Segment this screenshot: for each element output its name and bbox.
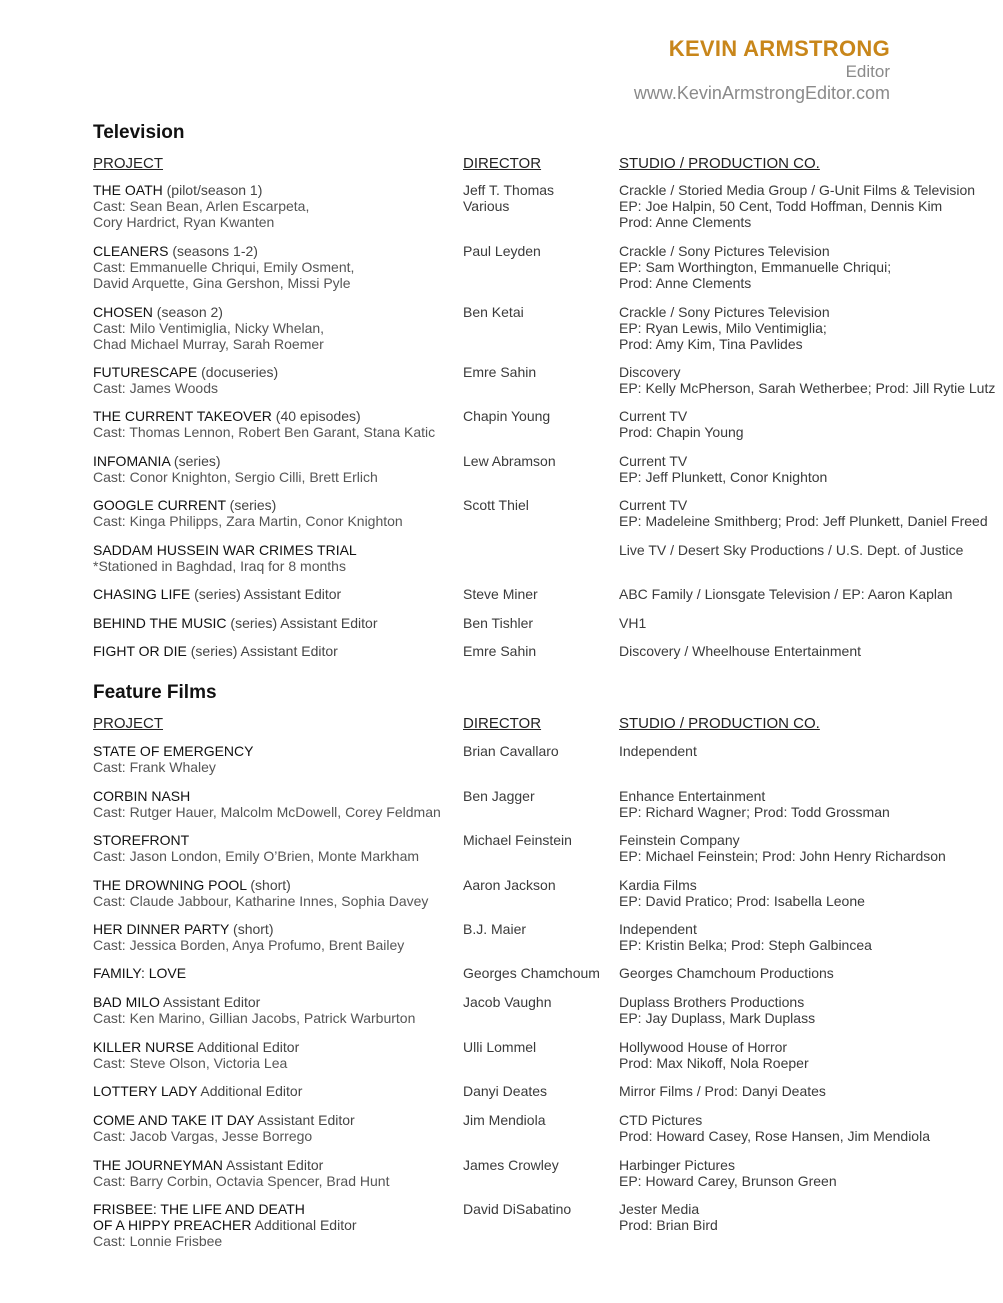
- project-note: Assistant Editor: [222, 1157, 324, 1173]
- cast-line: Cast: Sean Bean, Arlen Escarpeta,: [93, 198, 310, 214]
- studio-cell: [619, 364, 1003, 396]
- editor-name: KEVIN ARMSTRONG: [668, 36, 890, 61]
- project-title: CLEANERS: [93, 243, 169, 259]
- studio-line: EP: Jay Duplass, Mark Duplass: [619, 1010, 816, 1026]
- studio-line: Crackle / Sony Pictures Television: [619, 304, 830, 320]
- project-title: STATE OF EMERGENCY: [93, 743, 254, 759]
- project-cell: [93, 542, 453, 574]
- editor-website[interactable]: www.KevinArmstrongEditor.com: [633, 83, 890, 103]
- project-note: (40 episodes): [271, 408, 361, 424]
- director-cell: [463, 994, 613, 1010]
- project-title-line: [93, 643, 453, 659]
- director-cell: [463, 304, 613, 320]
- studio-cell: [619, 877, 1003, 909]
- project-title-line: [93, 1083, 453, 1099]
- studio-cell: [619, 1083, 1003, 1099]
- project-title: THE OATH: [93, 182, 163, 198]
- project-note: (season 2): [152, 304, 223, 320]
- studio-cell: [619, 965, 1003, 981]
- tv-project-column-header: PROJECT: [93, 155, 164, 172]
- studio-line: Current TV: [619, 453, 688, 469]
- studio-line: Independent: [619, 743, 697, 759]
- studio-line: EP: Kelly McPherson, Sarah Wetherbee; Prod: Jill Rytie Lutz: [619, 380, 996, 396]
- studio-line: Prod: Brian Bird: [619, 1217, 718, 1233]
- studio-line: EP: Sam Worthington, Emmanuelle Chriqui;: [619, 259, 892, 275]
- studio-cell: [619, 615, 1003, 631]
- project-note: Additional Editor: [197, 1083, 303, 1099]
- studio-cell: [619, 304, 1003, 352]
- project-cell: [93, 994, 453, 1026]
- project-title: LOTTERY LADY: [93, 1083, 198, 1099]
- studio-cell: [619, 1157, 1003, 1189]
- project-title-line: [93, 1217, 453, 1233]
- director-name: Various: [463, 198, 510, 214]
- project-title: SADDAM HUSSEIN WAR CRIMES TRIAL: [93, 542, 357, 558]
- film-project-column-header: PROJECT: [93, 715, 164, 732]
- project-cell: [93, 586, 453, 602]
- studio-line: Enhance Entertainment: [619, 788, 766, 804]
- project-title: THE JOURNEYMAN: [93, 1157, 223, 1173]
- studio-cell: [619, 1112, 1003, 1144]
- studio-line: Crackle / Sony Pictures Television: [619, 243, 830, 259]
- director-cell: [463, 1112, 613, 1128]
- resume-header: [634, 36, 890, 104]
- cast-line: Cast: Barry Corbin, Octavia Spencer, Brad Hunt: [93, 1173, 390, 1189]
- tv-director-column-header: DIRECTOR: [463, 155, 542, 172]
- project-title: KILLER NURSE: [93, 1039, 195, 1055]
- studio-line: Prod: Anne Clements: [619, 214, 752, 230]
- director-cell: [463, 453, 613, 469]
- studio-line: EP: Howard Carey, Brunson Green: [619, 1173, 837, 1189]
- director-name: Jeff T. Thomas: [463, 182, 555, 198]
- studio-line: Independent: [619, 921, 697, 937]
- project-title: FUTURESCAPE: [93, 364, 198, 380]
- studio-line: Crackle / Storied Media Group / G-Unit Films & Television: [619, 182, 976, 198]
- studio-line: EP: Ryan Lewis, Milo Ventimiglia;: [619, 320, 827, 336]
- project-cell: [93, 615, 453, 631]
- project-cell: [93, 788, 453, 820]
- director-name: Ben Ketai: [463, 304, 524, 320]
- project-cell: [93, 877, 453, 909]
- studio-cell: [619, 643, 1003, 659]
- project-cell: [93, 1083, 453, 1099]
- cast-line: Cast: Steve Olson, Victoria Lea: [93, 1055, 288, 1071]
- cast-line: Cast: Jason London, Emily O’Brien, Monte Markham: [93, 848, 420, 864]
- director-cell: [463, 832, 613, 848]
- project-cell: [93, 364, 453, 396]
- project-title: INFOMANIA: [93, 453, 171, 469]
- cast-line: Cast: Claude Jabbour, Katharine Innes, Sophia Davey: [93, 893, 429, 909]
- editor-role: Editor: [845, 62, 890, 81]
- studio-cell: [619, 408, 1003, 440]
- director-name: Danyi Deates: [463, 1083, 548, 1099]
- director-cell: [463, 586, 613, 602]
- studio-line: Prod: Anne Clements: [619, 275, 752, 291]
- director-cell: [463, 615, 613, 631]
- studio-line: EP: David Pratico; Prod: Isabella Leone: [619, 893, 865, 909]
- studio-cell: [619, 832, 1003, 864]
- director-cell: [463, 182, 613, 214]
- project-note: Additional Editor: [251, 1217, 357, 1233]
- project-title-line: [93, 182, 453, 198]
- director-name: Michael Feinstein: [463, 832, 572, 848]
- project-note: (seasons 1-2): [168, 243, 258, 259]
- director-name: Steve Miner: [463, 586, 538, 602]
- studio-cell: [619, 743, 1003, 759]
- studio-cell: [619, 1039, 1003, 1071]
- studio-line: CTD Pictures: [619, 1112, 703, 1128]
- director-cell: [463, 965, 613, 981]
- project-cell: [93, 643, 453, 659]
- director-name: Chapin Young: [463, 408, 551, 424]
- studio-cell: [619, 921, 1003, 953]
- project-title-line: [93, 497, 453, 513]
- director-cell: [463, 1039, 613, 1055]
- studio-line: EP: Richard Wagner; Prod: Todd Grossman: [619, 804, 890, 820]
- project-cell: [93, 243, 453, 291]
- feature-films-heading: Feature Films: [93, 682, 217, 703]
- project-title-line: [93, 304, 453, 320]
- project-cell: [93, 832, 453, 864]
- cast-line: Chad Michael Murray, Sarah Roemer: [93, 336, 324, 352]
- project-title: CHOSEN: [93, 304, 153, 320]
- project-title-continued: OF A HIPPY PREACHER: [93, 1217, 252, 1233]
- project-note: Additional Editor: [194, 1039, 300, 1055]
- cast-line: Cory Hardrict, Ryan Kwanten: [93, 214, 275, 230]
- studio-cell: [619, 453, 1003, 485]
- studio-cell: [619, 788, 1003, 820]
- project-title: THE DROWNING POOL: [93, 877, 247, 893]
- director-cell: [463, 921, 613, 937]
- project-title: FRISBEE: THE LIFE AND DEATH: [93, 1201, 305, 1217]
- cast-line: Cast: Lonnie Frisbee: [93, 1233, 223, 1249]
- studio-line: Prod: Amy Kim, Tina Pavlides: [619, 336, 803, 352]
- project-cell: [93, 1039, 453, 1071]
- project-cell: [93, 1201, 453, 1249]
- director-name: Jacob Vaughn: [463, 994, 552, 1010]
- studio-line: Duplass Brothers Productions: [619, 994, 805, 1010]
- project-note: (series): [170, 453, 221, 469]
- project-cell: [93, 921, 453, 953]
- director-cell: [463, 877, 613, 893]
- cast-line: Cast: Thomas Lennon, Robert Ben Garant, Stana Katic: [93, 424, 436, 440]
- director-cell: [463, 1157, 613, 1173]
- studio-line: EP: Joe Halpin, 50 Cent, Todd Hoffman, Dennis Kim: [619, 198, 943, 214]
- project-title-line: [93, 453, 453, 469]
- project-title: HER DINNER PARTY: [93, 921, 230, 937]
- director-cell: [463, 364, 613, 380]
- director-name: Brian Cavallaro: [463, 743, 559, 759]
- project-title: GOOGLE CURRENT: [93, 497, 226, 513]
- cast-line: Cast: Ken Marino, Gillian Jacobs, Patrick Warburton: [93, 1010, 416, 1026]
- project-title-line: [93, 542, 453, 558]
- film-director-column-header: DIRECTOR: [463, 715, 542, 732]
- project-title: CORBIN NASH: [93, 788, 191, 804]
- director-name: Lew Abramson: [463, 453, 556, 469]
- project-title-line: [93, 1157, 453, 1173]
- director-name: Scott Thiel: [463, 497, 529, 513]
- director-name: Paul Leyden: [463, 243, 541, 259]
- cast-line: Cast: James Woods: [93, 380, 219, 396]
- project-title: BAD MILO: [93, 994, 160, 1010]
- project-title-line: [93, 408, 453, 424]
- project-title-line: [93, 788, 453, 804]
- project-title: STOREFRONT: [93, 832, 190, 848]
- project-title: CHASING LIFE: [93, 586, 191, 602]
- studio-line: Jester Media: [619, 1201, 700, 1217]
- project-cell: [93, 453, 453, 485]
- director-name: Emre Sahin: [463, 643, 537, 659]
- director-cell: [463, 643, 613, 659]
- studio-line: Current TV: [619, 408, 688, 424]
- director-cell: [463, 497, 613, 513]
- project-title-line: [93, 832, 453, 848]
- project-title-line: [93, 921, 453, 937]
- project-cell: [93, 1112, 453, 1144]
- project-note: Assistant Editor: [254, 1112, 355, 1128]
- project-cell: [93, 182, 453, 230]
- director-name: Ulli Lommel: [463, 1039, 537, 1055]
- project-title-line: [93, 364, 453, 380]
- project-title-line: [93, 994, 453, 1010]
- cast-line: David Arquette, Gina Gershon, Missi Pyle: [93, 275, 351, 291]
- studio-line: Prod: Max Nikoff, Nola Roeper: [619, 1055, 809, 1071]
- project-note: (docuseries): [197, 364, 279, 380]
- studio-line: Feinstein Company: [619, 832, 740, 848]
- project-title: FAMILY: LOVE: [93, 965, 187, 981]
- studio-line: EP: Kristin Belka; Prod: Steph Galbincea: [619, 937, 872, 953]
- tv-studio-column-header: STUDIO / PRODUCTION CO.: [619, 155, 820, 172]
- studio-cell: [619, 182, 1003, 230]
- project-title-line: [93, 743, 453, 759]
- project-cell: [93, 304, 453, 352]
- director-cell: [463, 743, 613, 759]
- studio-line: Georges Chamchoum Productions: [619, 965, 834, 981]
- studio-line: Mirror Films / Prod: Danyi Deates: [619, 1083, 826, 1099]
- project-note: (series) Assistant Editor: [186, 643, 338, 659]
- director-name: David DiSabatino: [463, 1201, 572, 1217]
- project-title: BEHIND THE MUSIC: [93, 615, 227, 631]
- studio-cell: [619, 243, 1003, 291]
- cast-line: *Stationed in Baghdad, Iraq for 8 months: [93, 558, 346, 574]
- cast-line: Cast: Rutger Hauer, Malcolm McDowell, Corey Feldman: [93, 804, 441, 820]
- studio-line: Kardia Films: [619, 877, 697, 893]
- studio-line: EP: Michael Feinstein; Prod: John Henry Richardson: [619, 848, 946, 864]
- television-heading: Television: [93, 122, 185, 143]
- studio-line: Harbinger Pictures: [619, 1157, 735, 1173]
- studio-line: VH1: [619, 615, 647, 631]
- director-cell: [463, 1201, 613, 1217]
- studio-line: EP: Madeleine Smithberg; Prod: Jeff Plunkett, Daniel Freed: [619, 513, 988, 529]
- director-cell: [463, 408, 613, 424]
- studio-cell: [619, 542, 1003, 558]
- studio-line: EP: Jeff Plunkett, Conor Knighton: [619, 469, 828, 485]
- project-cell: [93, 1157, 453, 1189]
- cast-line: Cast: Milo Ventimiglia, Nicky Whelan,: [93, 320, 325, 336]
- director-name: James Crowley: [463, 1157, 559, 1173]
- project-title: FIGHT OR DIE: [93, 643, 187, 659]
- cast-line: Cast: Emmanuelle Chriqui, Emily Osment,: [93, 259, 355, 275]
- project-note: (series): [225, 497, 277, 513]
- project-title-line: [93, 965, 453, 981]
- director-name: Aaron Jackson: [463, 877, 556, 893]
- project-note: (short): [229, 921, 274, 937]
- project-note: (pilot/season 1): [162, 182, 263, 198]
- studio-cell: [619, 994, 1003, 1026]
- studio-line: Hollywood House of Horror: [619, 1039, 788, 1055]
- project-note: (series) Assistant Editor: [226, 615, 378, 631]
- film-studio-column-header: STUDIO / PRODUCTION CO.: [619, 715, 820, 732]
- studio-line: Current TV: [619, 497, 688, 513]
- project-title: THE CURRENT TAKEOVER: [93, 408, 272, 424]
- cast-line: Cast: Jessica Borden, Anya Profumo, Brent Bailey: [93, 937, 405, 953]
- director-cell: [463, 788, 613, 804]
- project-cell: [93, 965, 453, 981]
- studio-line: Prod: Chapin Young: [619, 424, 744, 440]
- project-cell: [93, 497, 453, 529]
- project-title-line: [93, 615, 453, 631]
- cast-line: Cast: Conor Knighton, Sergio Cilli, Brett Erlich: [93, 469, 378, 485]
- cast-line: Cast: Frank Whaley: [93, 759, 216, 775]
- director-name: Jim Mendiola: [463, 1112, 546, 1128]
- project-title-line: [93, 586, 453, 602]
- director-name: Ben Tishler: [463, 615, 534, 631]
- studio-line: Prod: Howard Casey, Rose Hansen, Jim Mendiola: [619, 1128, 930, 1144]
- director-name: Ben Jagger: [463, 788, 535, 804]
- project-cell: [93, 408, 453, 440]
- studio-line: Discovery / Wheelhouse Entertainment: [619, 643, 861, 659]
- project-title: COME AND TAKE IT DAY: [93, 1112, 255, 1128]
- project-title-line: [93, 1201, 453, 1217]
- project-cell: [93, 743, 453, 775]
- studio-line: Live TV / Desert Sky Productions / U.S. Dept. of Justice: [619, 542, 964, 558]
- studio-line: ABC Family / Lionsgate Television / EP: Aaron Kaplan: [619, 586, 953, 602]
- project-title-line: [93, 1112, 453, 1128]
- project-title-line: [93, 1039, 453, 1055]
- project-title-line: [93, 243, 453, 259]
- cast-line: Cast: Jacob Vargas, Jesse Borrego: [93, 1128, 313, 1144]
- studio-cell: [619, 1201, 1003, 1233]
- project-note: Assistant Editor: [159, 994, 261, 1010]
- cast-line: Cast: Kinga Philipps, Zara Martin, Conor Knighton: [93, 513, 403, 529]
- project-note: (series) Assistant Editor: [190, 586, 342, 602]
- director-name: Georges Chamchoum: [463, 965, 600, 981]
- director-name: B.J. Maier: [463, 921, 527, 937]
- director-cell: [463, 1083, 613, 1099]
- project-note: (short): [246, 877, 291, 893]
- studio-cell: [619, 497, 1003, 529]
- director-cell: [463, 243, 613, 259]
- project-title-line: [93, 877, 453, 893]
- studio-cell: [619, 586, 1003, 602]
- director-name: Emre Sahin: [463, 364, 537, 380]
- studio-line: Discovery: [619, 364, 681, 380]
